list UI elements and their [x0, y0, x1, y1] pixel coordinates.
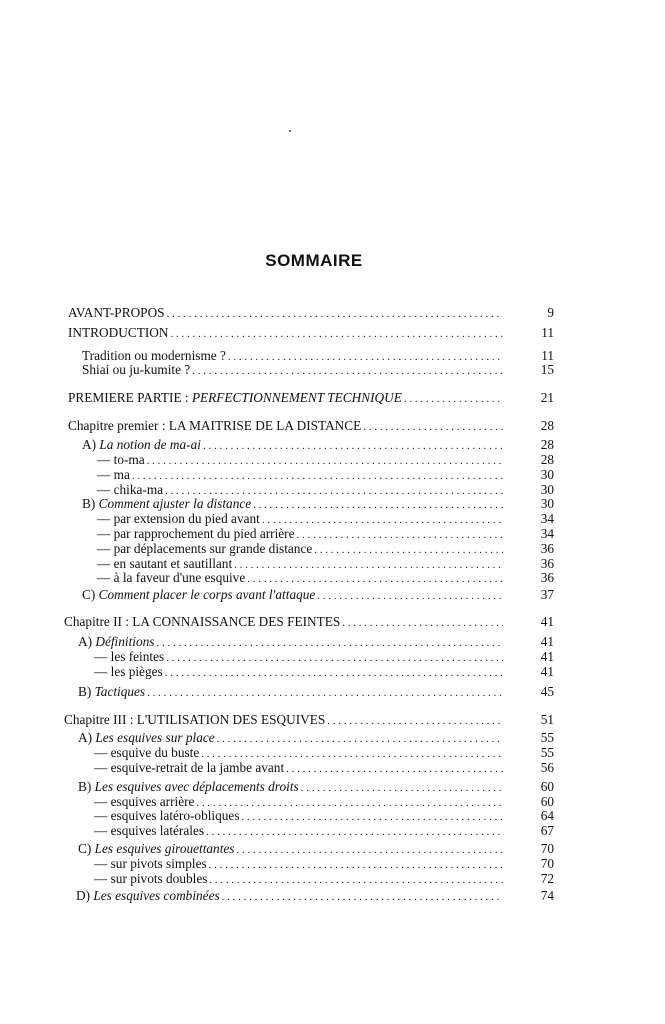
dot-leader [206, 826, 503, 838]
toc-entry-prefix: B) [82, 496, 99, 511]
dot-leader [301, 782, 503, 794]
dot-leader [170, 328, 503, 340]
toc-entry-page-number: 55 [540, 730, 554, 745]
toc-entry-label [97, 452, 145, 468]
toc-entry-label [82, 437, 201, 453]
toc-entry-page-number: 34 [540, 526, 554, 541]
toc-entry-page-number: 67 [540, 823, 554, 838]
toc-entry-italic-text: Tactiques [94, 684, 146, 699]
toc-entry-italic-text: Les esquives sur place [95, 730, 215, 745]
toc-entry-label [68, 418, 361, 434]
toc-entry-page-number: 70 [540, 856, 554, 871]
toc-entry [64, 712, 554, 729]
toc-entry-page-number: 28 [540, 437, 554, 452]
dot-leader [167, 308, 503, 320]
toc-entry-page-number: 37 [540, 587, 554, 602]
dot-leader [201, 748, 503, 760]
toc-entry-label [68, 325, 168, 341]
toc-entry-text: — par extension du pied avant [97, 511, 260, 526]
toc-entry-text: — les pièges [94, 664, 163, 679]
toc-entry [76, 888, 554, 905]
toc-entry-text: — esquives arrière [94, 794, 195, 809]
toc-entry-prefix: D) [76, 888, 94, 903]
toc-entry-italic-text: Définitions [95, 634, 155, 649]
toc-entry-page-number: 60 [540, 779, 554, 794]
dot-leader [317, 590, 503, 602]
toc-entry-text: — esquive du buste [94, 745, 200, 760]
toc-entry-label [94, 823, 204, 839]
toc-entry-page-number: 30 [540, 467, 554, 482]
toc-entry-text: — sur pivots simples [94, 856, 207, 871]
toc-entry-text: — esquives latérales [94, 823, 205, 838]
toc-entry-label [78, 684, 145, 700]
toc-entry-page-number: 56 [540, 760, 554, 775]
toc-entry [82, 587, 554, 604]
toc-entry [97, 570, 554, 587]
toc-entry-text: — chika-ma [97, 482, 164, 497]
dot-leader [342, 617, 503, 629]
toc-entry [68, 418, 554, 435]
toc-entry-label [94, 649, 164, 665]
toc-entry-label [97, 511, 260, 527]
toc-entry-page-number: 30 [540, 482, 554, 497]
dot-leader [236, 844, 503, 856]
toc-entry [94, 823, 554, 840]
toc-entry-italic-text: Comment placer le corps avant l'attaque [98, 587, 316, 602]
toc-entry-page-number: 45 [540, 684, 554, 699]
toc-entry-label [97, 570, 245, 586]
toc-entry-label [94, 808, 240, 824]
toc-entry-label [64, 712, 325, 728]
toc-entry [94, 871, 554, 888]
toc-entry-text: — par rapprochement du pied arrière [97, 526, 295, 541]
toc-entry-text: — ma [97, 467, 130, 482]
toc-entry-page-number: 36 [540, 570, 554, 585]
dot-leader [363, 421, 503, 433]
toc-entry-page-number: 55 [540, 745, 554, 760]
toc-entry-text: — les feintes [94, 649, 165, 664]
dot-leader [209, 859, 503, 871]
toc-entry-italic-text: Comment ajuster la distance [98, 496, 252, 511]
dot-leader [222, 891, 503, 903]
toc-entry-label [97, 526, 295, 542]
dot-leader [192, 365, 503, 377]
toc-entry [78, 684, 554, 701]
toc-entry-page-number: 41 [540, 614, 554, 629]
toc-entry-prefix: B) [78, 684, 95, 699]
toc-entry-text: Chapitre premier : LA MAITRISE DE LA DISTANCE [68, 418, 362, 433]
dot-leader [203, 440, 503, 452]
toc-entry [94, 664, 554, 681]
dot-leader [132, 470, 503, 482]
toc-entry-page-number: 70 [540, 841, 554, 856]
toc-entry [94, 760, 554, 777]
dot-leader [262, 514, 503, 526]
dot-leader [253, 499, 503, 511]
toc-entry-page-number: 9 [547, 305, 554, 320]
dot-leader [166, 652, 503, 664]
page-title: SOMMAIRE [265, 251, 363, 270]
toc-entry [64, 614, 554, 631]
toc-entry-text: — esquives latéro-obliques [94, 808, 240, 823]
toc-entry-text: AVANT-PROPOS [68, 305, 165, 320]
toc-entry-label [94, 760, 284, 776]
toc-entry-prefix: PREMIERE PARTIE : [68, 390, 192, 405]
toc-entry-prefix: A) [78, 730, 96, 745]
toc-entry-prefix: C) [82, 587, 99, 602]
dot-leader [286, 763, 503, 775]
toc-entry-prefix: A) [82, 437, 100, 452]
toc-entry [82, 362, 554, 379]
toc-entry-page-number: 11 [541, 325, 554, 340]
toc-entry-text: — esquive-retrait de la jambe avant [94, 760, 285, 775]
toc-entry-label [78, 634, 154, 650]
toc-entry-page-number: 72 [540, 871, 554, 886]
dot-leader [217, 733, 503, 745]
toc-entry-page-number: 34 [540, 511, 554, 526]
toc-entry [68, 325, 554, 342]
toc-entry-text: — sur pivots doubles [94, 871, 208, 886]
toc-entry-page-number: 30 [540, 496, 554, 511]
dot-leader [327, 715, 503, 727]
dot-leader [209, 874, 503, 886]
toc-entry-page-number: 21 [540, 390, 554, 405]
toc-entry-page-number: 51 [540, 712, 554, 727]
toc-entry [68, 390, 554, 407]
dot-leader [297, 529, 503, 541]
toc-entry-text: — à la faveur d'une esquive [97, 570, 246, 585]
toc-entry-page-number: 36 [540, 556, 554, 571]
toc-entry-label [78, 841, 234, 857]
toc-entry-label [94, 664, 163, 680]
dot-leader [404, 393, 503, 405]
dot-leader [147, 687, 503, 699]
toc-entry-text: — par déplacements sur grande distance [97, 541, 313, 556]
toc-entry-label [68, 390, 402, 406]
toc-entry-prefix: C) [78, 841, 95, 856]
toc-entry-page-number: 15 [540, 362, 554, 377]
toc-entry-page-number: 41 [540, 634, 554, 649]
dot-leader [314, 544, 503, 556]
toc-entry-page-number: 41 [540, 664, 554, 679]
toc-entry-label [78, 779, 299, 795]
toc-entry-label [78, 730, 215, 746]
dot-leader [147, 455, 503, 467]
toc-entry-text: — en sautant et sautillant [97, 556, 233, 571]
toc-entry-label [94, 856, 207, 872]
toc-entry-label [68, 305, 165, 321]
toc-entry-text: INTRODUCTION [68, 325, 169, 340]
toc-entry-italic-text: Les esquives avec déplacements droits [94, 779, 299, 794]
toc-entry-page-number: 28 [540, 452, 554, 467]
toc-entry-label [76, 888, 220, 904]
toc-entry-label [82, 496, 251, 512]
toc-entry-page-number: 41 [540, 649, 554, 664]
toc-entry-label [82, 587, 315, 603]
dot-leader [156, 637, 503, 649]
toc-entry-label [64, 614, 340, 630]
toc-entry-page-number: 60 [540, 794, 554, 809]
toc-entry-prefix: B) [78, 779, 95, 794]
toc-entry-page-number: 64 [540, 808, 554, 823]
toc-entry-label [94, 745, 199, 761]
dot-leader [242, 811, 504, 823]
toc-entry-page-number: 74 [540, 888, 554, 903]
toc-entry-italic-text: Les esquives girouettantes [94, 841, 235, 856]
toc-entry-label [94, 871, 207, 887]
toc-entry-label [97, 541, 312, 557]
toc-entry-page-number: 36 [540, 541, 554, 556]
toc-entry-text: Chapitre II : LA CONNAISSANCE DES FEINTES [64, 614, 341, 629]
toc-entry-italic-text: Les esquives combinées [93, 888, 220, 903]
toc-entry-label [97, 467, 130, 483]
toc-entry-text: Tradition ou modernisme ? [82, 348, 226, 363]
dot-leader [247, 573, 503, 585]
toc-entry-page-number: 28 [540, 418, 554, 433]
toc-entry-page-number: 11 [541, 348, 554, 363]
toc-entry-label [82, 362, 190, 378]
toc-entry [68, 305, 554, 322]
toc-entry-italic-text: PERFECTIONNEMENT TECHNIQUE [191, 390, 402, 405]
dot-leader [165, 667, 503, 679]
toc-entry-italic-text: La notion de ma-ai [99, 437, 201, 452]
toc-entry-prefix: A) [78, 634, 96, 649]
toc-entry-text: Shiai ou ju-kumite ? [82, 362, 191, 377]
toc-entry-text: Chapitre III : L'UTILISATION DES ESQUIVES [64, 712, 326, 727]
toc-entry-text: — to-ma [97, 452, 145, 467]
